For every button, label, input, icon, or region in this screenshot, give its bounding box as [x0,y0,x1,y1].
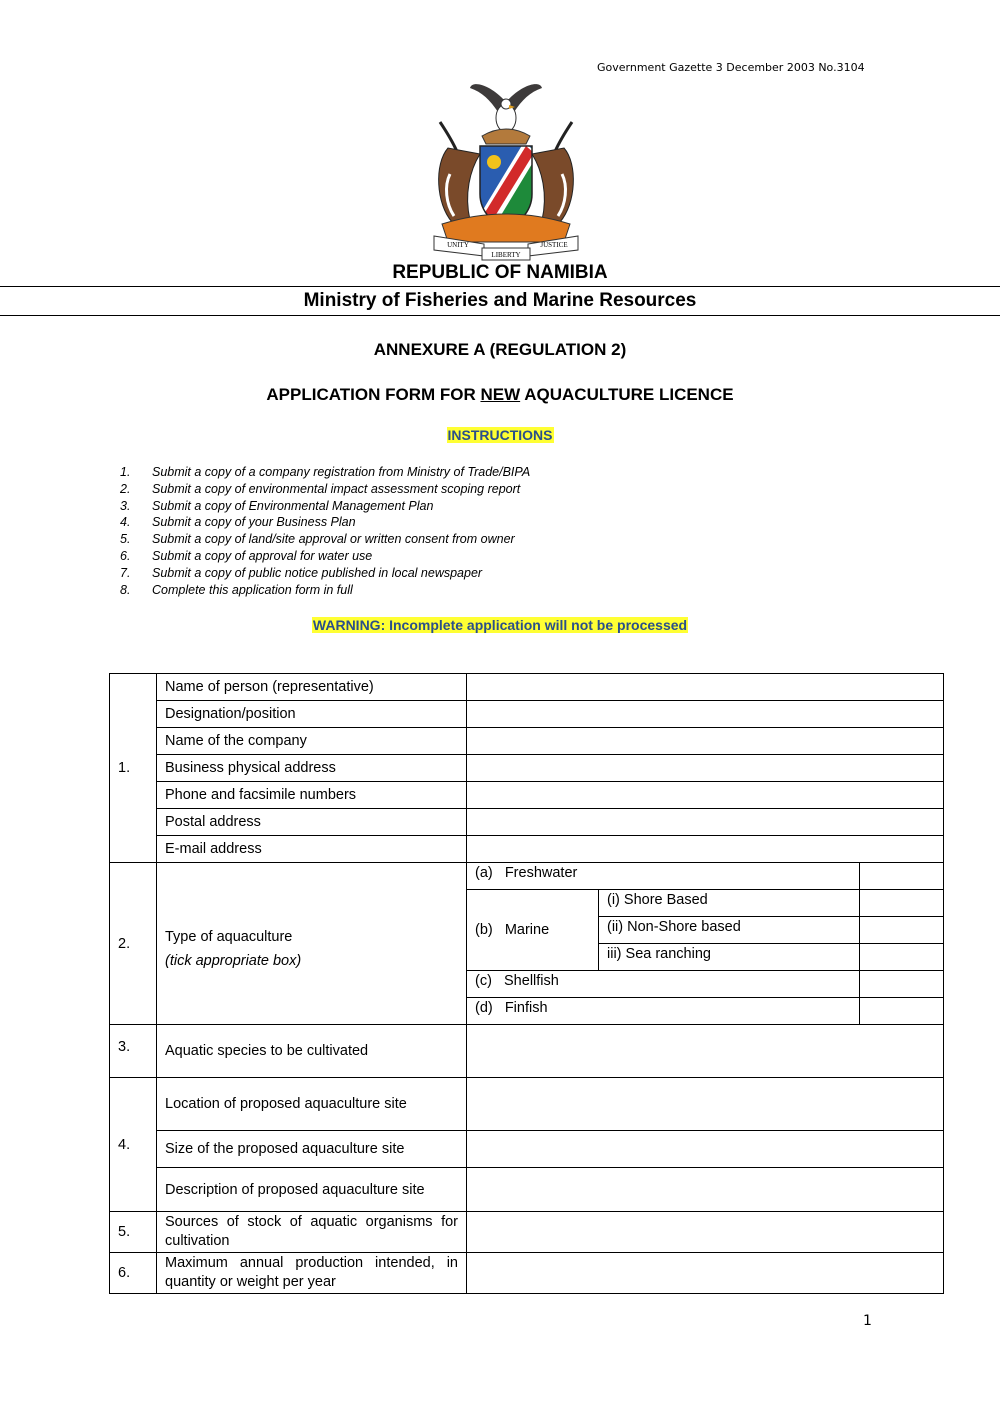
crest-ribbon-justice: JUSTICE [540,241,568,249]
field-label: Location of proposed aquaculture site [157,1078,467,1131]
list-item-text: Submit a copy of public notice published in local newspaper [152,565,483,580]
suboption-shore-based: (i) Shore Based [599,890,860,917]
field-label: Type of aquaculture [165,928,293,945]
list-item-number: 6. [120,548,131,563]
list-item [120,582,530,599]
option-marine [467,890,599,971]
list-item-text: Submit a copy of Environmental Management Plan [152,498,434,513]
table-row [110,755,944,782]
site-size-field[interactable] [467,1131,944,1168]
list-item [120,498,530,515]
list-item [120,548,530,565]
option-letter: (c) [475,973,492,989]
list-item-text: Submit a copy of your Business Plan [152,515,356,530]
freshwater-checkbox[interactable] [860,863,944,890]
option-letter: (a) [475,865,493,881]
field-label: Maximum annual production intended, in quantity or weight per year [157,1253,467,1294]
table-row [110,863,944,890]
warning-text: WARNING: Incomplete application will not be processed [312,617,688,633]
list-item-text: Complete this application form in full [152,582,353,597]
list-item-number: 8. [120,582,131,597]
table-row [110,782,944,809]
table-row [110,1253,944,1294]
annexure-heading: ANNEXURE A (REGULATION 2) [373,340,627,359]
option-label: Shellfish [504,973,559,989]
list-item [120,531,530,548]
field-label: Postal address [157,809,467,836]
section-number: 2. [110,863,157,1025]
non-shore-based-checkbox[interactable] [860,917,944,944]
instructions-list [120,464,530,598]
instructions-label: INSTRUCTIONS [447,427,553,443]
option-label: Finfish [504,1000,548,1016]
form-title-suffix: AQUACULTURE LICENCE [520,385,734,404]
option-letter: (d) [475,1000,493,1016]
list-item-number: 5. [120,532,131,547]
crest-ribbon-unity: UNITY [447,241,469,249]
warning-banner [0,617,1000,635]
field-label: Phone and facsimile numbers [157,782,467,809]
option-label: Freshwater [504,865,578,881]
list-item-number: 4. [120,515,131,530]
phone-fax-field[interactable] [467,782,944,809]
field-label: Description of proposed aquaculture site [157,1168,467,1212]
site-location-field[interactable] [467,1078,944,1131]
postal-address-field[interactable] [467,809,944,836]
sea-ranching-checkbox[interactable] [860,944,944,971]
option-letter: (b) [475,922,493,938]
table-row [110,1212,944,1253]
designation-field[interactable] [467,701,944,728]
table-row [110,1168,944,1212]
section-number: 3. [110,1025,157,1078]
list-item [120,514,530,531]
list-item-text: Submit a copy of a company registration from Ministry of Trade/BIPA [152,465,531,479]
option-finfish [467,998,860,1025]
field-label: Aquatic species to be cultivated [157,1025,467,1078]
field-label: Sources of stock of aquatic organisms for cultivation [157,1212,467,1253]
field-hint: (tick appropriate box) [165,952,302,969]
email-field[interactable] [467,836,944,863]
species-field[interactable] [467,1025,944,1078]
field-label: Business physical address [157,755,467,782]
suboption-non-shore-based: (ii) Non-Shore based [599,917,860,944]
annual-production-field[interactable] [467,1253,944,1294]
field-label: Size of the proposed aquaculture site [157,1131,467,1168]
section-number: 6. [110,1253,157,1294]
aquaculture-type-label [157,863,467,1025]
list-item-number: 1. [120,465,131,479]
header-divider-top [0,286,1000,287]
list-item-number: 2. [120,481,131,496]
list-item [120,464,530,481]
list-item [120,565,530,582]
table-row [110,1131,944,1168]
table-row [110,809,944,836]
company-name-field[interactable] [467,728,944,755]
site-description-field[interactable] [467,1168,944,1212]
shellfish-checkbox[interactable] [860,971,944,998]
finfish-checkbox[interactable] [860,998,944,1025]
table-row [110,674,944,701]
physical-address-field[interactable] [467,755,944,782]
gazette-reference: Government Gazette 3 December 2003 No.3104 [597,61,865,74]
stock-sources-field[interactable] [467,1212,944,1253]
header-divider-bottom [0,315,1000,316]
page-number: 1 [863,1313,872,1329]
list-item [120,481,530,498]
table-row [110,1078,944,1131]
field-label: E-mail address [157,836,467,863]
option-shellfish [467,971,860,998]
shore-based-checkbox[interactable] [860,890,944,917]
country-heading: REPUBLIC OF NAMIBIA [392,262,608,283]
ministry-heading: Ministry of Fisheries and Marine Resources [303,290,697,311]
list-item-number: 3. [120,498,131,513]
crest-ribbon-liberty: LIBERTY [491,251,521,259]
table-row [110,728,944,755]
list-item-text: Submit a copy of land/site approval or written consent from owner [152,532,515,547]
field-label: Name of the company [157,728,467,755]
list-item-text: Submit a copy of approval for water use [152,548,373,563]
section-number: 4. [110,1078,157,1212]
form-title [0,385,1000,405]
table-row [110,701,944,728]
field-label: Designation/position [157,701,467,728]
option-label: Marine [504,922,550,938]
table-row [110,1025,944,1078]
section-number: 1. [110,674,157,863]
form-title-prefix: APPLICATION FORM FOR [266,385,481,404]
suboption-sea-ranching: iii) Sea ranching [599,944,860,971]
table-row [110,836,944,863]
list-item-text: Submit a copy of environmental impact assessment scoping report [152,481,521,496]
representative-name-field[interactable] [467,674,944,701]
form-title-emphasis: NEW [480,385,521,404]
option-freshwater [467,863,860,890]
list-item-number: 7. [120,565,131,580]
application-form-table [109,673,944,1294]
field-label: Name of person (representative) [157,674,467,701]
instructions-heading [0,427,1000,445]
section-number: 5. [110,1212,157,1253]
coat-of-arms-logo [420,74,592,262]
